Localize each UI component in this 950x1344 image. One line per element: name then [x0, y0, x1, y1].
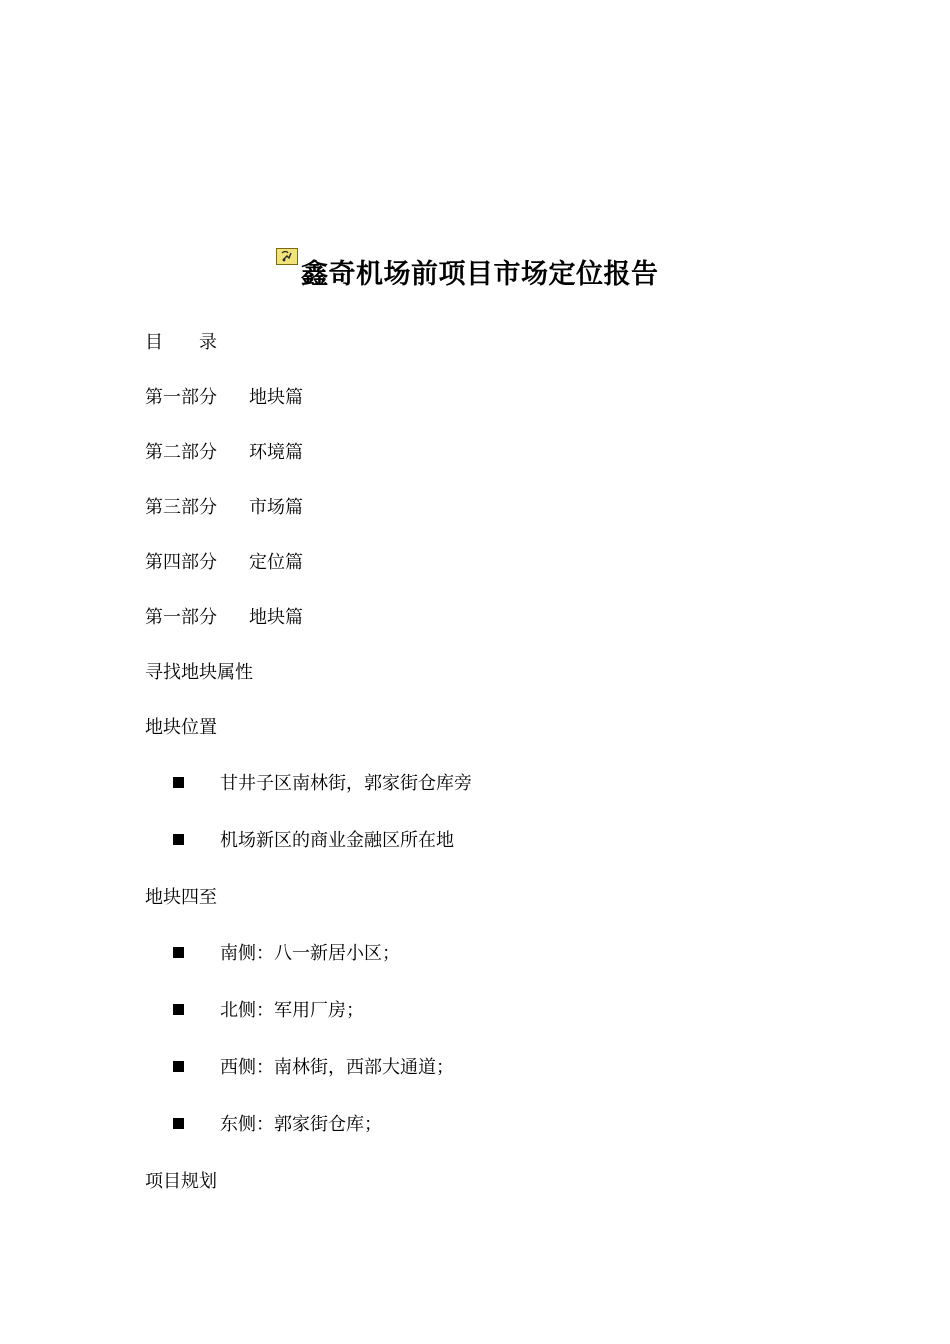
list-item: [173, 1056, 454, 1080]
toc-item[interactable]: [145, 551, 303, 575]
toc-item-part: 第三部分: [145, 497, 217, 518]
location-heading: 地块位置: [145, 717, 217, 738]
list-item-text: 南侧：八一新居小区；: [220, 943, 400, 964]
toc-item-name: 地块篇: [249, 387, 303, 408]
boundaries-heading: 地块四至: [145, 887, 217, 908]
toc-item-part: 第四部分: [145, 552, 217, 573]
list-item: [173, 942, 400, 966]
bullet-square-icon: [173, 947, 184, 958]
toc-item[interactable]: [145, 386, 303, 410]
list-item-text: 东侧：郭家街仓库；: [220, 1114, 382, 1135]
toc-item[interactable]: [145, 441, 303, 465]
toc-item-part: 第一部分: [145, 387, 217, 408]
subheading-find-attributes: 寻找地块属性: [145, 662, 253, 683]
toc-item-name: 市场篇: [249, 497, 303, 518]
document-title: 鑫奇机场前项目市场定位报告: [301, 259, 659, 290]
list-item: [173, 829, 454, 853]
list-item: [173, 1113, 382, 1137]
toc-heading-left: 目: [145, 332, 163, 353]
list-item: [173, 772, 472, 796]
section-part: 第一部分: [145, 607, 217, 628]
section-name: 地块篇: [249, 607, 303, 628]
list-item-text: 西侧：南林街，西部大通道；: [220, 1057, 454, 1078]
bullet-square-icon: [173, 834, 184, 845]
planning-heading: 项目规划: [145, 1171, 217, 1192]
toc-item-name: 环境篇: [249, 442, 303, 463]
bullet-square-icon: [173, 1004, 184, 1015]
toc-heading: [145, 331, 217, 355]
document-link-icon[interactable]: [276, 248, 298, 265]
list-item-text: 甘井子区南林街，郭家街仓库旁: [220, 773, 472, 794]
list-item-text: 机场新区的商业金融区所在地: [220, 830, 454, 851]
document-link-glyph: [280, 250, 294, 263]
list-item-text: 北侧：军用厂房；: [220, 1000, 364, 1021]
toc-heading-right: 录: [199, 332, 217, 353]
toc-item-part: 第二部分: [145, 442, 217, 463]
bullet-square-icon: [173, 1061, 184, 1072]
bullet-square-icon: [173, 1118, 184, 1129]
toc-item[interactable]: [145, 496, 303, 520]
bullet-square-icon: [173, 777, 184, 788]
list-item: [173, 999, 364, 1023]
section-heading: [145, 606, 303, 630]
title-row: [276, 246, 736, 296]
toc-item-name: 定位篇: [249, 552, 303, 573]
